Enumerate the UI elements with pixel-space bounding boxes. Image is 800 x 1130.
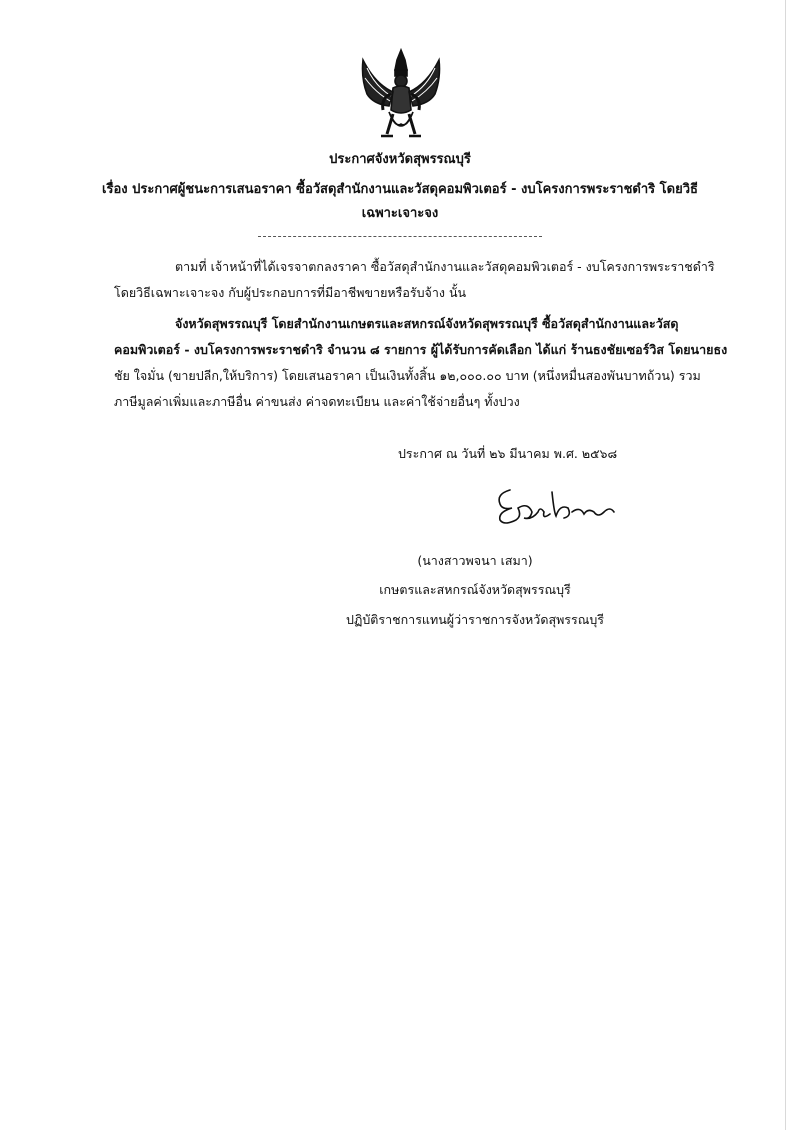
garuda-emblem-icon [355, 48, 447, 144]
paragraph-2-line-1: จังหวัดสุพรรณบุรี โดยสำนักงานเกษตรและสหกรณ์จังหวัดสุพรรณบุรี ซื้อวัสดุสำนักงานและวัสดุ [175, 316, 679, 331]
announcement-subject-line-2: เฉพาะเจาะจง [361, 206, 439, 221]
paragraph-2-line-3: ชัย ใจมั่น (ขายปลีก,ให้บริการ) โดยเสนอราคา เป็นเงินทั้งสิ้น ๑๒,๐๐๐.๐๐ บาท (หนึ่งหมื่นสองพันบาทถ้วน) รวม [114, 368, 701, 383]
signer-name: (นางสาวพจนา เสมา) [417, 553, 533, 568]
signer-position-2: ปฏิบัติราชการแทนผู้ว่าราชการจังหวัดสุพรรณบุรี [346, 612, 604, 627]
paragraph-1-line-1: ตามที่ เจ้าหน้าที่ได้เจรจาตกลงราคา ซื้อวัสดุสำนักงานและวัสดุคอมพิวเตอร์ - งบโครงการพระราชดำริ [175, 259, 715, 274]
signature-icon [488, 482, 618, 530]
announcement-date: ประกาศ ณ วันที่ ๒๖ มีนาคม พ.ศ. ๒๕๖๘ [398, 446, 618, 461]
paragraph-2-line-4: ภาษีมูลค่าเพิ่มและภาษีอื่น ค่าขนส่ง ค่าจดทะเบียน และค่าใช้จ่ายอื่นๆ ทั้งปวง [114, 394, 520, 409]
paragraph-1-line-2: โดยวิธีเฉพาะเจาะจง กับผู้ประกอบการที่มีอาชีพขายหรือรับจ้าง นั้น [114, 285, 467, 300]
paragraph-2-line-2: คอมพิวเตอร์ - งบโครงการพระราชดำริ จำนวน ๘ รายการ ผู้ได้รับการคัดเลือก ได้แก่ ร้านธงชัยเซอร์วิส โดยนายธง [114, 342, 728, 357]
announcement-subject-line-1: เรื่อง ประกาศผู้ชนะการเสนอราคา ซื้อวัสดุสำนักงานและวัสดุคอมพิวเตอร์ - งบโครงการพระราชดำริ โดยวิธี [102, 182, 698, 197]
announcement-title: ประกาศจังหวัดสุพรรณบุรี [329, 152, 471, 167]
title-divider [258, 236, 542, 237]
signer-position-1: เกษตรและสหกรณ์จังหวัดสุพรรณบุรี [379, 582, 571, 597]
